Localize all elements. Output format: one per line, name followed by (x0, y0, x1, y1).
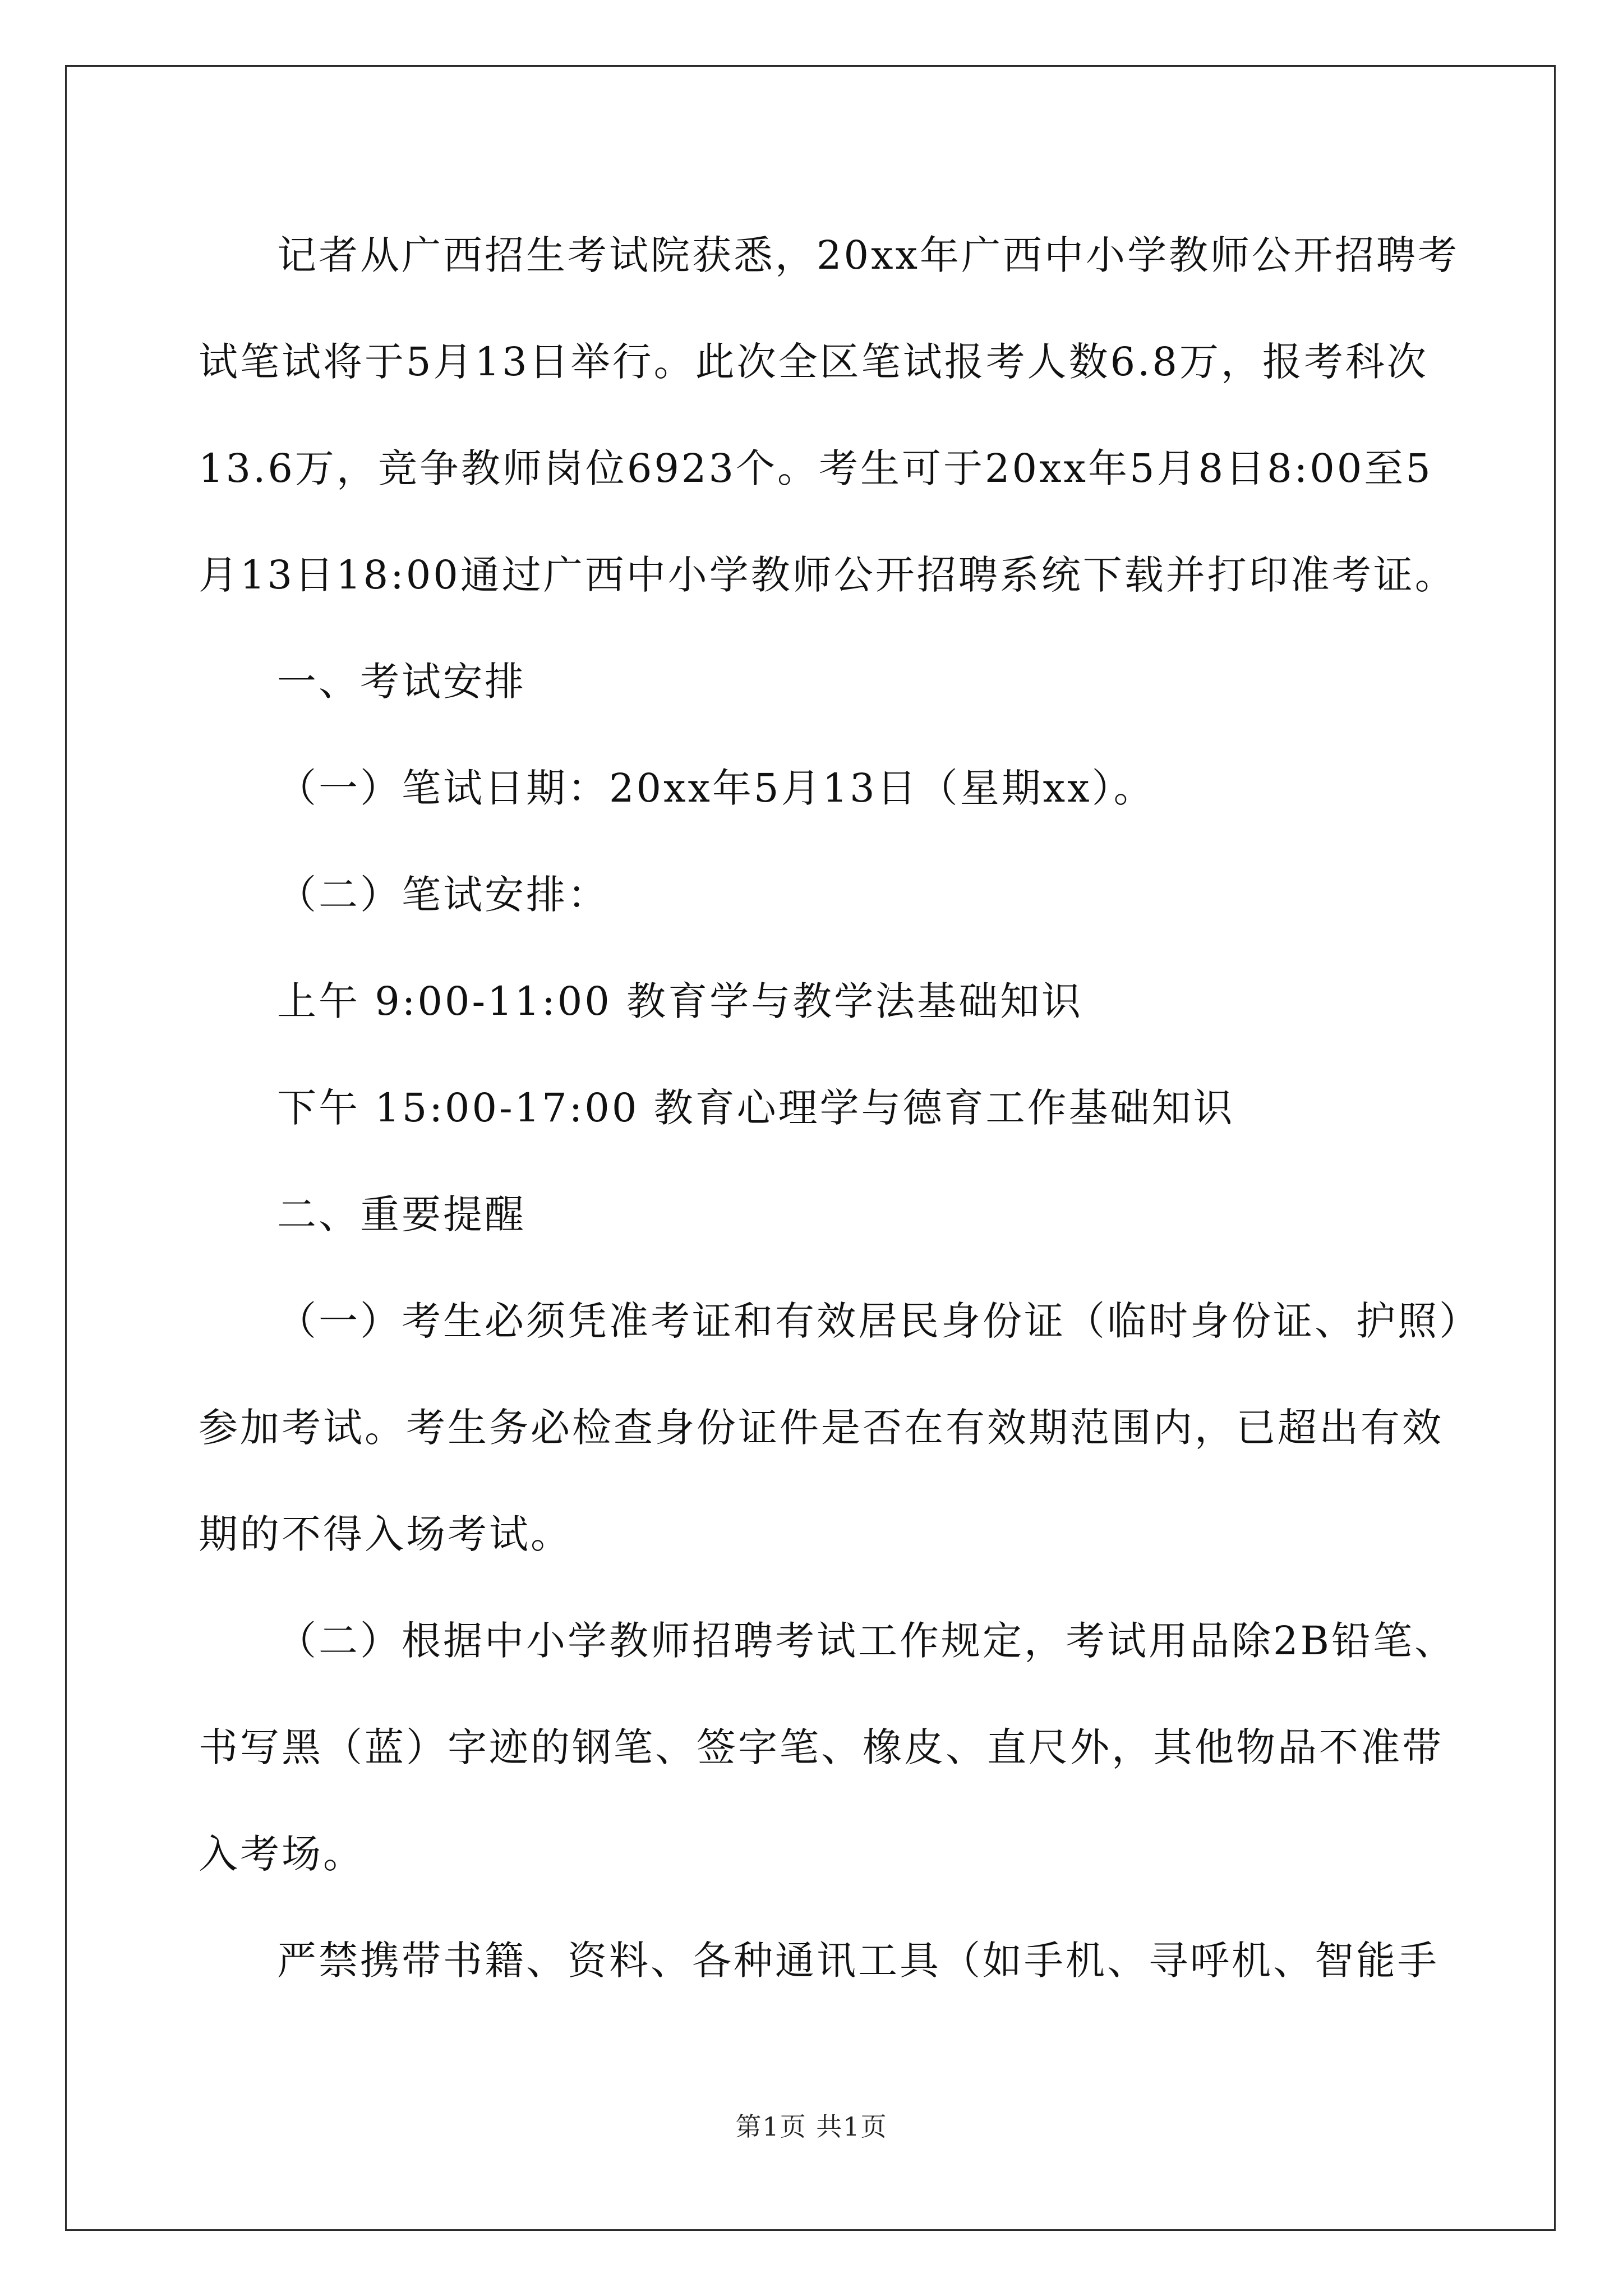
text-line: （二）笔试安排： (277, 872, 609, 918)
section-heading: 一、考试安排 (277, 659, 526, 705)
text-line: 记者从广西招生考试院获悉，20xx年广西中小学教师公开招聘考 (277, 232, 1460, 278)
text-line: 严禁携带书籍、资料、各种通讯工具（如手机、寻呼机、智能手 (277, 1938, 1439, 1984)
text-line: 期的不得入场考试。 (199, 1511, 572, 1557)
text-line: （一）笔试日期：20xx年5月13日（星期xx）。 (277, 765, 1155, 811)
text-line: 月13日18:00通过广西中小学教师公开招聘系统下载并打印准考证。 (199, 552, 1456, 598)
text-line: 参加考试。考生务必检查身份证件是否在有效期范围内，已超出有效 (199, 1405, 1444, 1451)
text-line: 书写黑（蓝）字迹的钢笔、签字笔、橡皮、直尺外，其他物品不准带 (199, 1724, 1444, 1770)
schedule-afternoon: 下午 15:00-17:00 教育心理学与德育工作基础知识 (277, 1085, 1235, 1131)
document-body (199, 202, 1481, 2014)
page-footer: 第1页 共1页 (735, 2111, 888, 2142)
text-line: （一）考生必须凭准考证和有效居民身份证（临时身份证、护照） (277, 1298, 1481, 1344)
text-line: （二）根据中小学教师招聘考试工作规定，考试用品除2B铅笔、 (277, 1618, 1456, 1664)
text-line: 入考场。 (199, 1831, 365, 1877)
text-line: 试笔试将于5月13日举行。此次全区笔试报考人数6.8万，报考科次 (199, 339, 1428, 385)
section-heading: 二、重要提醒 (277, 1191, 526, 1237)
text-line: 13.6万，竞争教师岗位6923个。考生可于20xx年5月8日8:00至5 (199, 445, 1433, 491)
schedule-morning: 上午 9:00-11:00 教育学与教学法基础知识 (277, 978, 1083, 1024)
